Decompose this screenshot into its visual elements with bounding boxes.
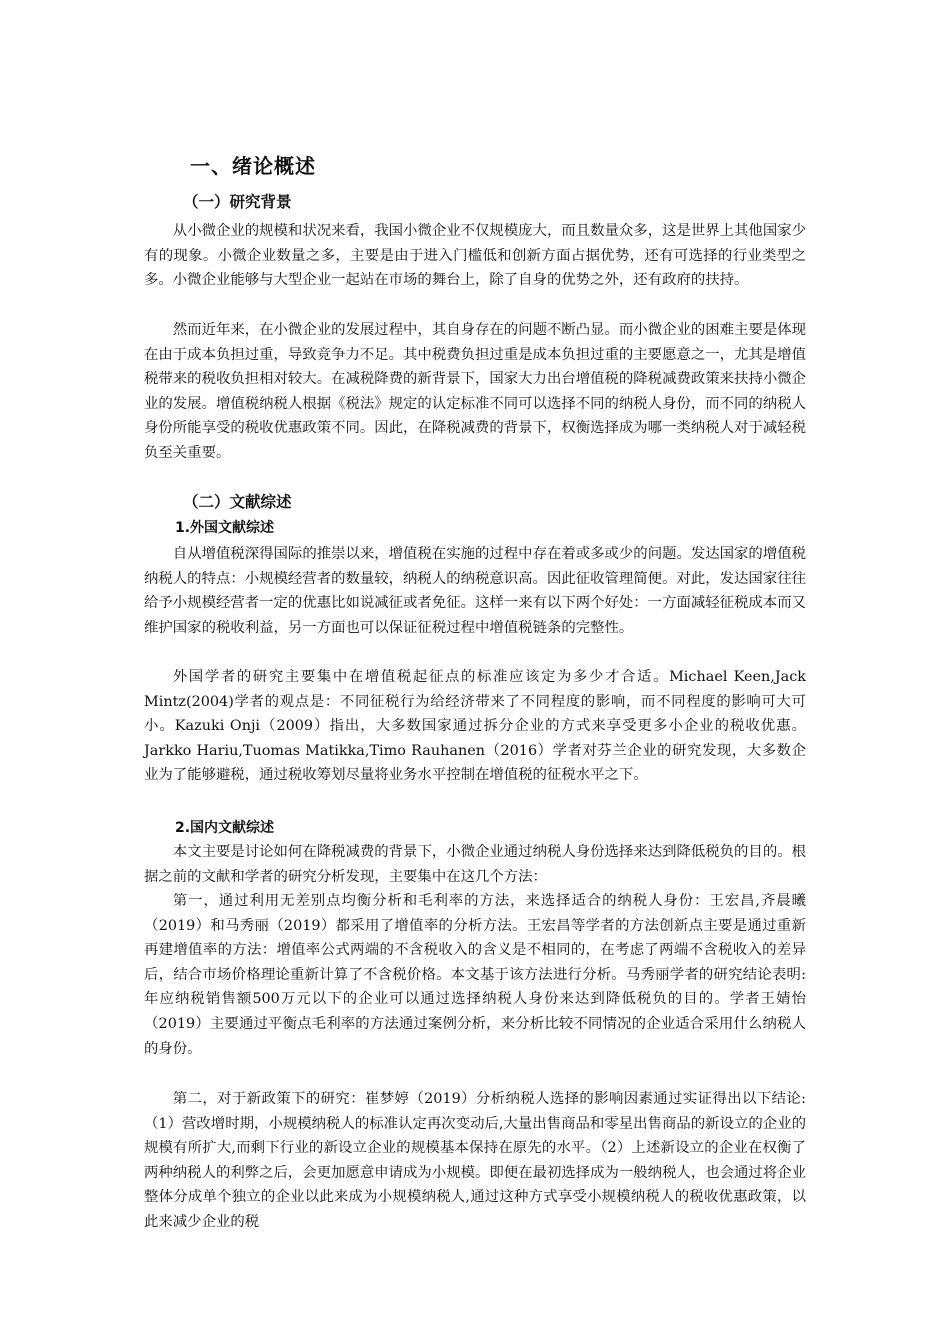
chapter-heading: 一、绪论概述: [190, 154, 316, 178]
subsection-heading-foreign: 1.外国文献综述: [175, 520, 275, 536]
section-heading-background: （一）研究背景: [183, 193, 292, 211]
paragraph-domestic-2: 第一，通过利用无差别点均衡分析和毛利率的方法，来选择适合的纳税人身份：王宏昌,齐晨曦（2019）和马秀丽（2019）都采用了增值率的分析方法。王宏昌等学者的方法创新点主要是通过重新再建增值率的方法：增值率公式两端的不含税收入的含义是不相同的，在考虑了两端不含税收入的差异后，结合市场价格理论重新计算了不含税价格。本文基于该方法进行分析。马秀丽学者的研究结论表明:年应纳税销售额500万元以下的企业可以通过选择纳税人身份来达到降低税负的目的。学者王婧怡（2019）主要通过平衡点毛利率的方法通过案例分析，来分析比较不同情况的企业适合采用什么纳税人的身份。: [144, 893, 806, 1057]
paragraph-domestic-3: 第二，对于新政策下的研究：崔梦婷（2019）分析纳税人选择的影响因素通过实证得出以下结论:（1）营改增时期，小规模纳税人的标准认定再次变动后,大量出售商品和零星出售商品的新设立的企业的规模有所扩大,而剩下行业的新设立企业的规模基本保持在原先的水平。（2）上述新设立的企业在权衡了两种纳税人的利弊之后，会更加愿意申请成为小规模。即便在最初选择成为一般纳税人，也会通过将企业整体分成单个独立的企业以此来成为小规模纳税人,通过这种方式享受小规模纳税人的税收优惠政策，以此来减少企业的税: [144, 1091, 806, 1230]
subsection-heading-domestic: 2.国内文献综述: [175, 820, 275, 836]
paragraph-foreign-2: 外国学者的研究主要集中在增值税起征点的标准应该定为多少才合适。Michael Keen,Jack Mintz(2004)学者的观点是：不同征税行为给经济带来了不同程度的影响，而不同程度的影响可大可小。Kazuki Onji（2009）指出，大多数国家通过拆分企业的方式来享受更多小企业的税收优惠。Jarkko Hariu,Tuomas Matikka,Timo Rauhanen（2016）学者对芬兰企业的研究发现，大多数企业为了能够避税，通过税收筹划尽量将业务水平控制在增值税的征税水平之下。: [144, 669, 806, 784]
paragraph-background-1: 从小微企业的规模和状况来看，我国小微企业不仅规模庞大，而且数量众多，这是世界上其他国家少有的现象。小微企业数量之多，主要是由于进入门槛低和创新方面占据优势，还有可选择的行业类型之多。小微企业能够与大型企业一起站在市场的舞台上，除了自身的优势之外，还有政府的扶持。: [144, 223, 806, 289]
paragraph-foreign-1: 自从增值税深得国际的推崇以来，增值税在实施的过程中存在着或多或少的问题。发达国家的增值税纳税人的特点：小规模经营者的数量较，纳税人的纳税意识高。因此征收管理简便。对此，发达国家往往给予小规模经营者一定的优惠比如说减征或者免征。这样一来有以下两个好处：一方面减轻征税成本而又维护国家的税收利益，另一方面也可以保证征税过程中增值税链条的完整性。: [144, 546, 806, 636]
paragraph-domestic-1: 本文主要是讨论如何在降税减费的背景下，小微企业通过纳税人身份选择来达到降低税负的目的。根据之前的文献和学者的研究分析发现，主要集中在这几个方法：: [144, 844, 806, 885]
section-heading-literature-review: （二）文献综述: [183, 493, 292, 511]
paragraph-background-2: 然而近年来，在小微企业的发展过程中，其自身存在的问题不断凸显。而小微企业的困难主要是体现在由于成本负担过重，导致竞争力不足。其中税费负担过重是成本负担过重的主要愿意之一，尤其是增值税带来的税收负担相对较大。在减税降费的新背景下，国家大力出台增值税的降税减费政策来扶持小微企业的发展。增值税纳税人根据《税法》规定的认定标准不同可以选择不同的纳税人身份，而不同的纳税人身份所能享受的税收优惠政策不同。因此，在降税减费的背景下，权衡选择成为哪一类纳税人对于减轻税负至关重要。: [144, 322, 806, 461]
